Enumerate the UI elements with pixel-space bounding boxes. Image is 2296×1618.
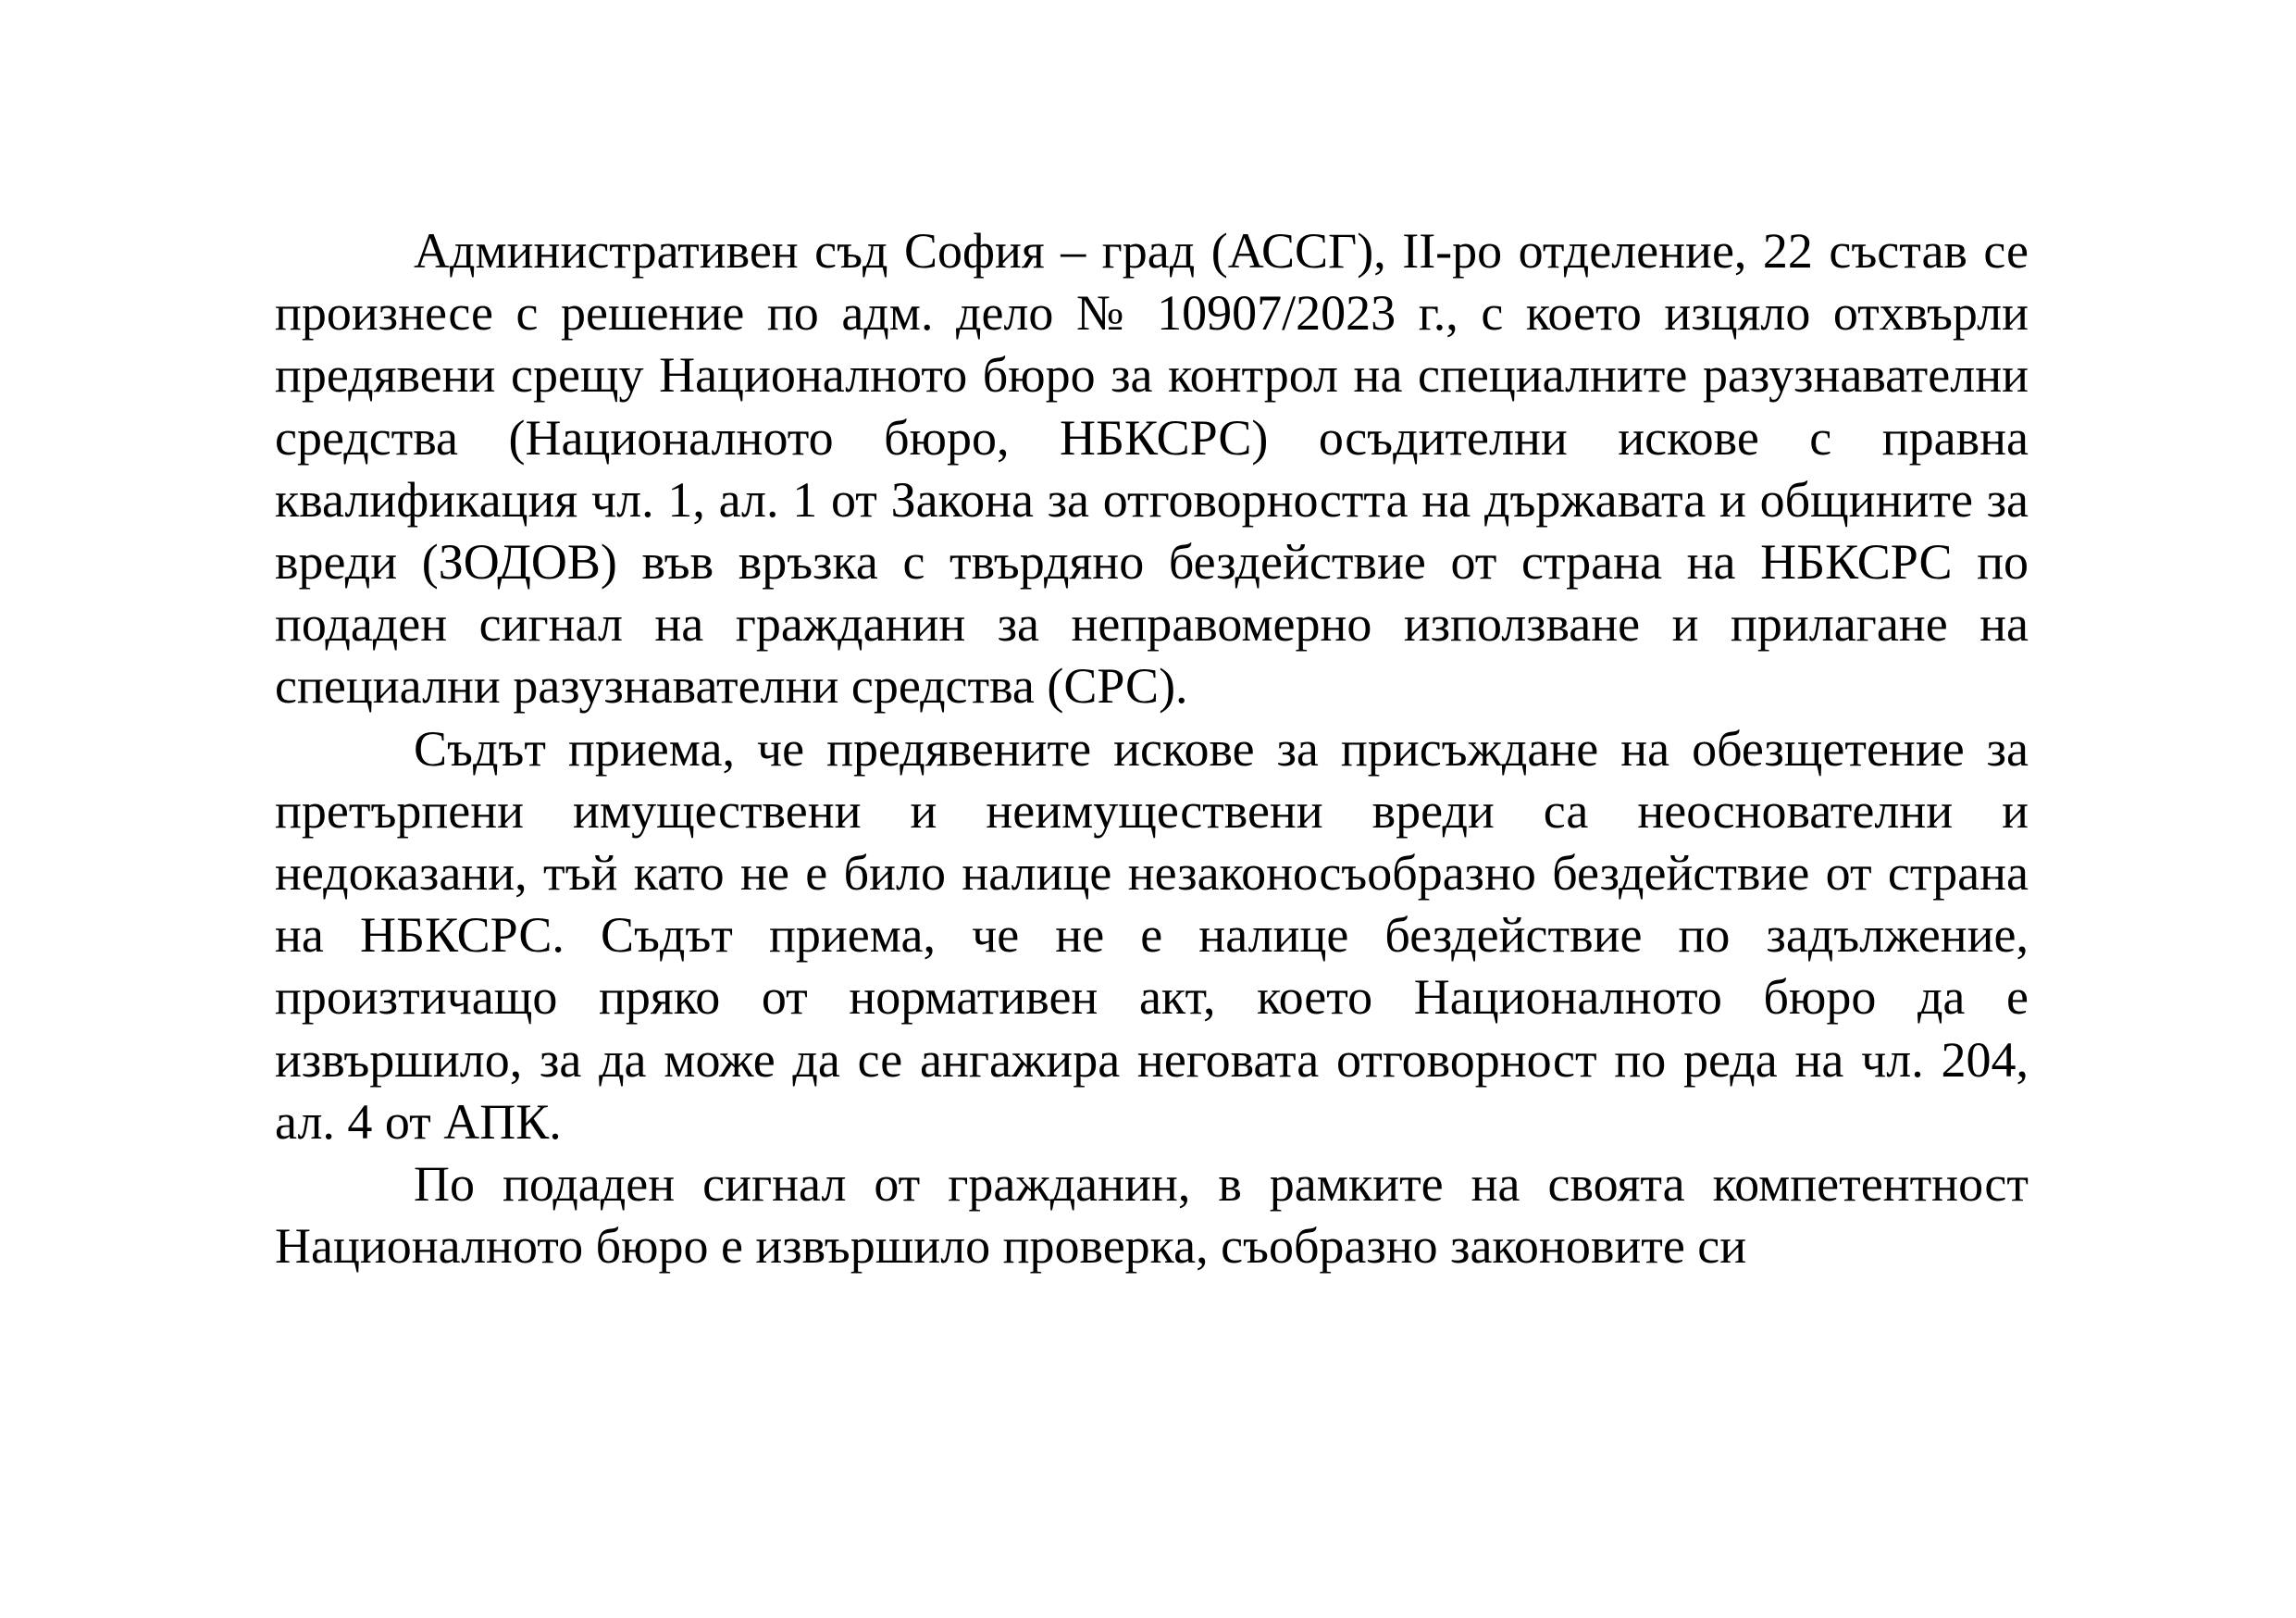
document-body (275, 220, 2029, 1277)
paragraph-court-reasoning: Съдът приема, че предявените искове за присъждане на обезщетение за претърпени имуществени и неимуществени вреди са неоснователни и недоказани, тъй като не е било налице незаконосъобразно бездействие от страна на НБКСРС. Съдът приема, че не е налице бездействие по задължение, произтичащо пряко от нормативен акт, което Националното бюро да е извършило, за да може да се ангажира неговата отговорност по реда на чл. 204, ал. 4 от АПК. (275, 720, 2029, 1150)
paragraph-signal-check: По подаден сигнал от гражданин, в рамките на своята компетентност Националното бюро е извършило проверка, съобразно законовите си (275, 1156, 2029, 1275)
paragraph-court-decision: Административен съд София – град (АССГ), II-ро отделение, 22 състав се произнесе с решение по адм. дело № 10907/2023 г., с което изцяло отхвърли предявени срещу Националното бюро за контрол на специалните разузнавателни средства (Националното бюро, НБКСРС) осъдителни искове с правна квалификация чл. 1, ал. 1 от Закона за отговорността на държавата и общините за вреди (ЗОДОВ) във връзка с твърдяно бездействие от страна на НБКСРС по подаден сигнал на гражданин за неправомерно използване и прилагане на специални разузнавателни средства (СРС). (275, 223, 2029, 715)
